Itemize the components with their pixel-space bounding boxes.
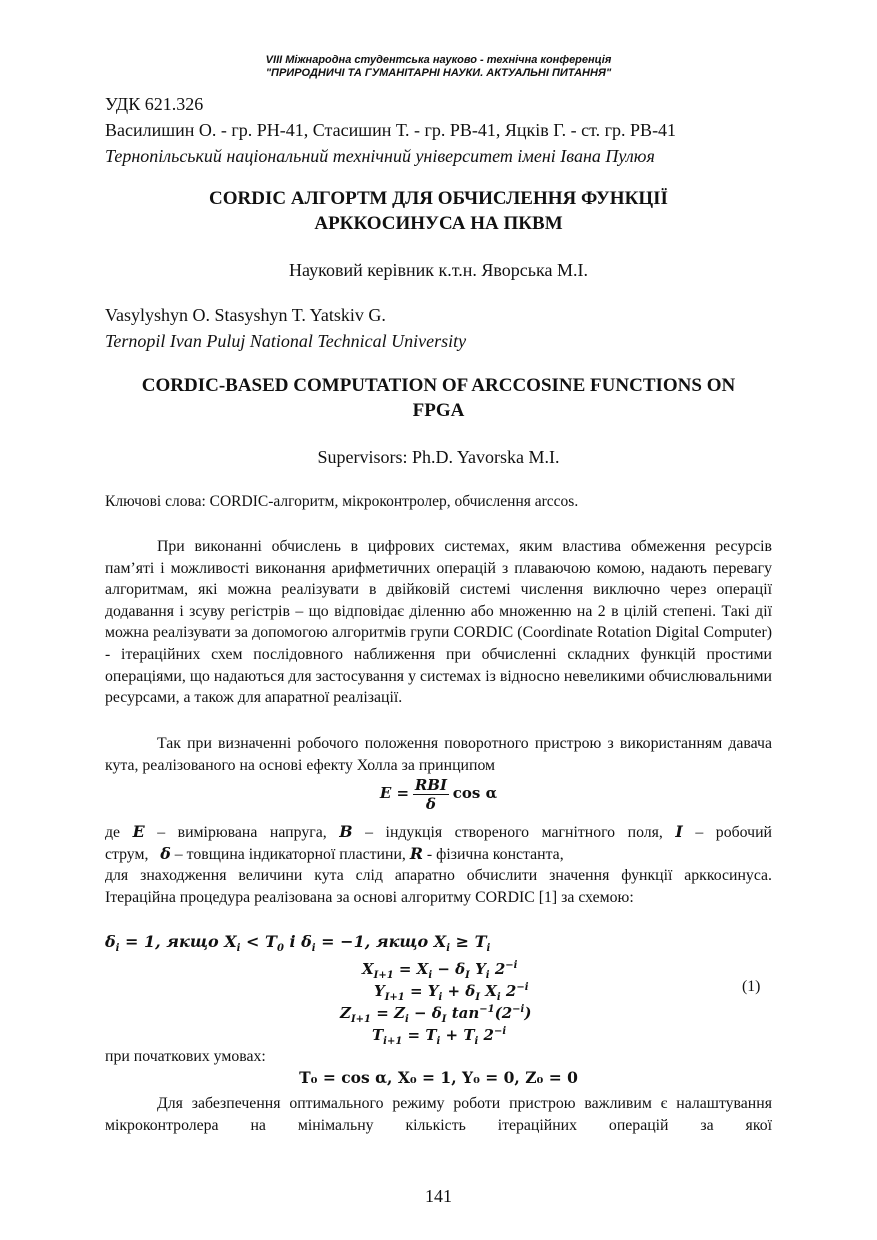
- where-text: - фізична константа,: [426, 846, 564, 863]
- symbol-b: B: [339, 822, 353, 841]
- symbol-r: R: [409, 844, 423, 863]
- formula-fraction: [413, 776, 449, 813]
- scheme-eq4: $T_{i+1} = T_i + T_i$ $2^{-i}$: [372, 1026, 507, 1047]
- paragraph-arccos: [105, 865, 772, 908]
- equation-number: (1): [742, 978, 761, 995]
- udc-code: УДК 621.326: [105, 94, 204, 114]
- page-number: 141: [425, 1186, 452, 1206]
- keywords: Ключові слова: CORDIC-алгоритм, мікроконтролер, обчислення arccos.: [105, 493, 579, 510]
- symbol-i: I: [675, 822, 683, 841]
- title-ua-line2: АРККОСИНУСА НА ПКВМ: [314, 213, 563, 234]
- scheme-eq2: $Y_{I+1} = Y_i + \delta_I$ $X_i$ $2^{-i}$: [374, 982, 529, 1003]
- where-text: – індукція створеного магнітного поля,: [365, 824, 663, 841]
- scheme-eq3: $Z_{I+1} = Z_i - \delta_I$ $\tan^{-1}(2^{-i})$: [340, 1004, 532, 1025]
- title-en-line1: CORDIC-BASED COMPUTATION OF ARCCOSINE FUNCTIONS ON: [141, 375, 736, 396]
- where-text: струм,: [105, 846, 149, 863]
- symbol-e: E: [132, 822, 145, 841]
- paragraph-hall: [105, 733, 772, 776]
- formula-hall: [0, 776, 877, 813]
- paragraph-1-text: При виконанні обчислень в цифрових системах, яким властива обмеження ресурсів пам’яті і можливості виконання арифметичних операцій з плаваючою комою, надають перевагу алгоритмам, які можна реалізувати в двійковій системі числення виключно через операції додавання і зсуву регістрів – що відповідає діленню або множенню на 2 в цілій степені. Такі дії можна реалізувати за допомогою алгоритмів групи CORDIC (Coordinate Rotation Digital Computer) - ітераційних схем послідовного наближення при обчисленні складних функцій простими операціями, що надаються для застосування у системах із відносно невеликими обчислювальними ресурсами, а також для апаратної реалізації.: [105, 538, 772, 707]
- authors-ua: Василишин О. - гр. РН-41, Стасишин Т. - гр. РВ-41, Яцків Г. - ст. гр. РВ-41: [105, 120, 677, 140]
- authors-en: Vasylyshyn O. Stasyshyn T. Yatskiv G.: [105, 305, 386, 325]
- symbol-delta: δ: [160, 844, 171, 863]
- initial-conditions-label: при початкових умовах:: [105, 1048, 266, 1065]
- conference-header-line2: "ПРИРОДНИЧІ ТА ГУМАНІТАРНІ НАУКИ. АКТУАЛЬНІ ПИТАННЯ": [265, 67, 612, 79]
- formula-rhs: cos α: [452, 783, 498, 802]
- where-text: – вимірювана напруга,: [157, 824, 327, 841]
- affiliation-en: Ternopil Ivan Puluj National Technical University: [105, 331, 467, 351]
- where-text: – товщина індикаторної пластини,: [174, 846, 406, 863]
- supervisor-en: Supervisors: Ph.D. Yavorska M.I.: [317, 447, 560, 467]
- paragraph-optimal: [105, 1093, 772, 1136]
- supervisor-ua: Науковий керівник к.т.н. Яворська М.І.: [289, 260, 588, 280]
- title-en-line2: FPGA: [412, 400, 465, 421]
- formula-numerator: RBI: [414, 776, 448, 794]
- paragraph-intro: [105, 536, 772, 709]
- where-line-2: [105, 843, 772, 866]
- paragraph-4-text: Для забезпечення оптимального режиму роботи пристрою важливим є налаштування мікроконтролера на мінімальну кількість ітераційних операцій за якої: [105, 1095, 772, 1134]
- initial-conditions-formula: T₀ = cos α, X₀ = 1, Y₀ = 0, Z₀ = 0: [299, 1068, 578, 1087]
- paragraph-3-text: для знаходження величини кута слід апаратно обчислити значення функції арккосинуса. Ітераційна процедура реалізована за основі алгоритму CORDIC [1] за схемою:: [105, 867, 772, 906]
- scheme-eq1: $X_{I+1} = X_i - \delta_I$ $Y_i$ $2^{-i}$: [362, 960, 518, 981]
- where-line-1: [105, 821, 772, 844]
- where-text: – робочий: [695, 824, 772, 841]
- title-ua-line1: CORDIC АЛГОРТМ ДЛЯ ОБЧИСЛЕННЯ ФУНКЦІЇ: [209, 188, 668, 209]
- formula-denominator: δ: [425, 795, 436, 813]
- where-text: де: [105, 824, 121, 841]
- formula-lhs: E =: [379, 783, 410, 802]
- affiliation-ua: Тернопільський національний технічний університет імені Івана Пулюя: [105, 146, 655, 166]
- conference-header-line1: VIII Міжнародна студентська науково - технічна конференція: [265, 54, 612, 66]
- scheme-condition: $\delta_i = 1$, якщо $X_i < T_0$ і $\delta_i = -1$, якщо $X_i \ge T_i$: [105, 932, 491, 955]
- paragraph-2-text: Так при визначенні робочого положення поворотного пристрою з використанням давача кута, реалізованого на основі ефекту Холла за принципом: [105, 735, 772, 774]
